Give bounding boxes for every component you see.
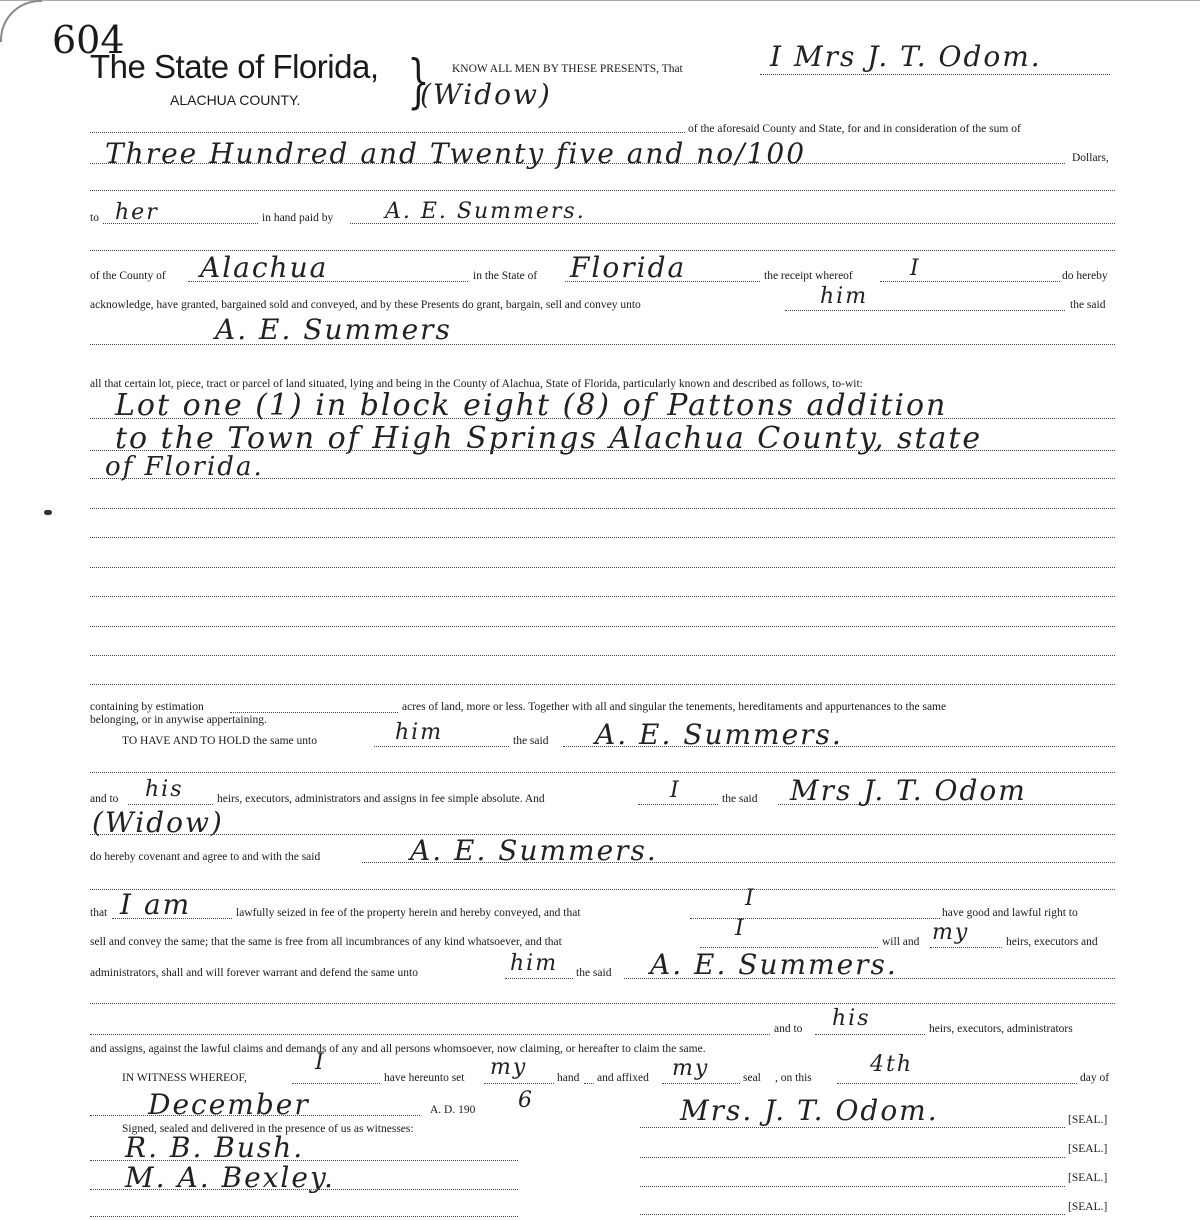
heirs-exec-and-text: heirs, executors and xyxy=(1006,936,1098,948)
land-description-intro: all that certain lot, piece, tract or parcel of land situated, lying and being in the County of Alachua, State of Florida, particularly known and described as follows, to-wit: xyxy=(90,378,863,390)
hw-grantor: I Mrs J. T. Odom. xyxy=(770,40,1042,73)
paid-by-text: in hand paid by xyxy=(262,212,334,224)
warrant-said-text: the said xyxy=(576,967,612,979)
blank-line xyxy=(90,655,1115,656)
ad-text: A. D. 190 xyxy=(430,1104,476,1116)
hw-said-grantor: Mrs J. T. Odom xyxy=(790,774,1027,807)
and-to-text: and to xyxy=(90,793,119,805)
hw-hold-said: A. E. Summers. xyxy=(595,718,843,751)
heirs-exec-admin-text: heirs, executors, administrators xyxy=(929,1023,1073,1035)
on-this-text: , on this xyxy=(775,1072,812,1084)
have-good-text: have good and lawful right to xyxy=(942,907,1078,919)
blank-line xyxy=(90,508,1115,509)
the-said-text: the said xyxy=(1070,299,1106,311)
hw-month: December xyxy=(148,1088,310,1121)
hw-hold-unto: him xyxy=(395,720,444,745)
blank-line xyxy=(90,567,1115,568)
that-i-line xyxy=(690,918,940,919)
hw-my-hand: my xyxy=(490,1055,528,1080)
witness3-line xyxy=(90,1216,518,1217)
ink-blot xyxy=(44,510,52,515)
day-line xyxy=(837,1083,1077,1084)
state-title: The State of Florida, xyxy=(90,48,379,85)
hw-state: Florida xyxy=(570,251,687,284)
will-and-text: will and xyxy=(882,936,920,948)
hw-his2: his xyxy=(832,1006,871,1031)
hw-paid-by: A. E. Summers. xyxy=(385,199,586,224)
hw-grantee-line: A. E. Summers xyxy=(215,313,452,346)
state-of-text: in the State of xyxy=(473,270,538,282)
in-witness-text: IN WITNESS WHEREOF, xyxy=(122,1072,247,1084)
hold-unto-line xyxy=(374,746,509,747)
seal-label-4: [SEAL.] xyxy=(1068,1201,1108,1213)
and-assigns-text: and assigns, against the lawful claims and demands of any and all persons whomsoever, now claiming, or hereafter to claim the same. xyxy=(90,1043,706,1055)
dollars-text: Dollars, xyxy=(1072,152,1109,164)
heirs-fee-text: heirs, executors, administrators and assigns in fee simple absolute. And xyxy=(217,793,545,805)
that-text: that xyxy=(90,907,108,919)
hw-my: my xyxy=(932,920,970,945)
brace-mark: } xyxy=(407,47,430,115)
blank-line xyxy=(90,190,1115,191)
warrant-text: administrators, shall and will forever warrant and defend the same unto xyxy=(90,967,418,979)
seal-line-2 xyxy=(640,1157,1065,1158)
hw-and-i: I xyxy=(670,778,681,803)
blank-line xyxy=(90,132,685,133)
legal-line-2 xyxy=(90,450,1115,451)
blank-line xyxy=(90,684,1115,685)
hw-my-seal: my xyxy=(672,1056,710,1081)
hw-warrant-said: A. E. Summers. xyxy=(650,948,898,981)
legal-line-1 xyxy=(90,418,1115,419)
unto-line xyxy=(785,310,1065,311)
hw-witness2: M. A. Bexley. xyxy=(125,1161,335,1194)
hw-witness-i: I xyxy=(315,1050,326,1075)
blank-line xyxy=(90,772,1115,773)
legal-line-3 xyxy=(90,478,1115,479)
my-hand-line xyxy=(484,1083,554,1084)
my-seal-line xyxy=(662,1083,740,1084)
my-line xyxy=(930,947,1002,948)
hw-amount: Three Hundred and Twenty five and no/100 xyxy=(105,137,807,170)
month-line xyxy=(90,1115,420,1116)
hw-legal-1: Lot one (1) in block eight (8) of Pattons addition xyxy=(115,388,948,423)
blank-line xyxy=(90,626,1115,627)
hw-legal-3: of Florida. xyxy=(105,452,264,482)
aforesaid-text: of the aforesaid County and State, for and in consideration of the sum of xyxy=(688,123,1021,135)
hw-to-whom: her xyxy=(115,200,159,225)
and-i-line xyxy=(638,804,718,805)
hw-i-am: I am xyxy=(120,888,192,921)
hw-day: 4th xyxy=(870,1052,914,1077)
hw-widow: (Widow) xyxy=(420,78,552,111)
affixed-text: and affixed xyxy=(597,1072,649,1084)
his-line xyxy=(128,804,213,805)
seal-line-4 xyxy=(640,1214,1065,1215)
hand-text: hand xyxy=(557,1072,580,1084)
blank-line xyxy=(90,537,1115,538)
blank-line xyxy=(90,889,1115,890)
amount-line xyxy=(90,163,1065,164)
do-hereby-text: do hereby xyxy=(1062,270,1108,282)
hw-witness1: R. B. Bush. xyxy=(125,1131,305,1164)
witness2-line xyxy=(90,1189,518,1190)
day-of-text: day of xyxy=(1080,1072,1110,1084)
hw-unto-him: him xyxy=(510,951,559,976)
seal-label-2: [SEAL.] xyxy=(1068,1143,1108,1155)
have-hereunto-text: have hereunto set xyxy=(384,1072,465,1084)
belonging-text: belonging, or in anywise appertaining. xyxy=(90,714,267,726)
said-grantor-text: the said xyxy=(722,793,758,805)
receipt-text: the receipt whereof xyxy=(764,270,853,282)
receipt-line xyxy=(880,281,1060,282)
hold-said-text: the said xyxy=(513,735,549,747)
seal-label-1: [SEAL.] xyxy=(1068,1114,1108,1126)
hw-covenant-with: A. E. Summers. xyxy=(410,834,658,867)
blank-line xyxy=(90,596,1115,597)
county-heading: ALACHUA COUNTY. xyxy=(170,92,301,108)
seal-line-1 xyxy=(640,1127,1065,1128)
containing-text: containing by estimation xyxy=(90,701,204,713)
acknowledge-text: acknowledge, have granted, bargained sold and conveyed, and by these Presents do grant, bargain, sell and convey unto xyxy=(90,299,641,311)
hw-year-digit: 6 xyxy=(518,1088,534,1113)
signed-sealed-text: Signed, sealed and delivered in the presence of us as witnesses: xyxy=(122,1123,414,1135)
seal-text: seal xyxy=(743,1072,761,1084)
and-to-2-text: and to xyxy=(774,1023,803,1035)
covenant-text: do hereby covenant and agree to and with the said xyxy=(90,851,321,863)
seal-label-3: [SEAL.] xyxy=(1068,1172,1108,1184)
grantor-line xyxy=(760,74,1110,75)
hw-receipt-by: I xyxy=(910,256,921,281)
hw-unto: him xyxy=(820,284,869,309)
hw-widow-2: (Widow) xyxy=(92,806,224,839)
hand-line xyxy=(584,1083,594,1084)
county-of-text: of the County of xyxy=(90,270,166,282)
hw-that-i2: I xyxy=(735,916,746,941)
hw-his: his xyxy=(145,777,184,802)
to-have-text: TO HAVE AND TO HOLD the same unto xyxy=(122,735,317,747)
hw-county: Alachua xyxy=(200,251,329,284)
acres-text: acres of land, more or less. Together with all and singular the tenements, hereditaments and appurtenances to the same xyxy=(402,701,947,713)
seal-line-3 xyxy=(640,1186,1065,1187)
know-all-text: KNOW ALL MEN BY THESE PRESENTS, That xyxy=(452,63,683,75)
his2-line xyxy=(815,1034,925,1035)
hw-that-i: I xyxy=(745,886,756,911)
unto-him-line xyxy=(505,978,573,979)
hw-legal-2: to the Town of High Springs Alachua County, state xyxy=(115,421,983,456)
hw-signature: Mrs. J. T. Odom. xyxy=(680,1094,939,1127)
sell-convey-text: sell and convey the same; that the same is free from all incumbrances of any kind whatsoever, and that xyxy=(90,936,562,948)
to-text: to xyxy=(90,212,99,224)
blank-line xyxy=(90,1003,1115,1004)
lawfully-text: lawfully seized in fee of the property herein and hereby conveyed, and that xyxy=(236,907,581,919)
blank-line xyxy=(90,1034,770,1035)
grantee-line xyxy=(90,344,1115,345)
page-number: 604 xyxy=(52,18,125,62)
witness-i-line xyxy=(292,1083,380,1084)
